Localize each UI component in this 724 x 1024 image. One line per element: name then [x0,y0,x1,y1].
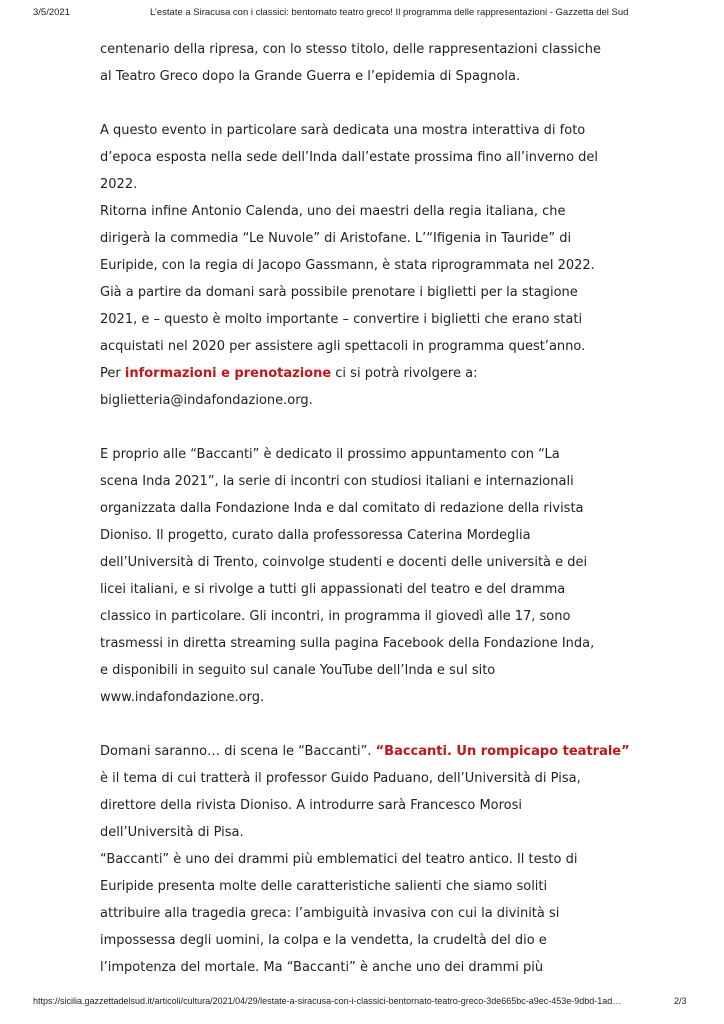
article-line: Già a partire da domani sarà possibile prenotare i biglietti per la stagione [100,285,578,300]
link-prefix-text: Per [100,366,125,381]
article-line: impossessa degli uomini, la colpa e la vendetta, la crudeltà del dio e [100,933,547,948]
article-line: direttore della rivista Dioniso. A introdurre sarà Francesco Morosi [100,798,523,813]
article-line: E proprio alle “Baccanti” è dedicato il prossimo appuntamento con “La [100,447,560,462]
article-line: l’impotenza del mortale. Ma “Baccanti” è anche uno dei drammi più [100,960,544,975]
article-line: Ritorna infine Antonio Calenda, uno dei maestri della regia italiana, che [100,204,566,219]
article-line: classico in particolare. Gli incontri, in programma il giovedì alle 17, sono [100,609,571,624]
article-line: www.indafondazione.org. [100,690,265,705]
info-booking-link[interactable]: informazioni e prenotazione [124,366,332,381]
article-line: è il tema di cui tratterà il professor Guido Paduano, dell’Università di Pisa, [100,771,581,786]
article-line: centenario della ripresa, con lo stesso titolo, delle rappresentazioni classiche [100,42,602,57]
print-header [0,7,724,27]
article-line-with-link [100,360,640,387]
article-line: scena Inda 2021”, la serie di incontri con studiosi italiani e internazionali [100,474,574,489]
article-line: al Teatro Greco dopo la Grande Guerra e l’epidemia di Spagnola. [100,69,521,84]
article-body [100,36,640,981]
link-prefix-text: Domani saranno… di scena le “Baccanti”. [100,744,376,759]
article-line: dirigerà la commedia “Le Nuvole” di Aristofane. L’“Ifigenia in Tauride” di [100,231,572,246]
print-page-title: L’estate a Siracusa con i classici: bentornato teatro greco! Il programma delle rappresentazioni - Gazzetta del Sud [150,7,629,18]
article-line: organizzata dalla Fondazione Inda e dal comitato di redazione della rivista [100,501,584,516]
article-line: 2022. [100,177,138,192]
article-line: Euripide, con la regia di Jacopo Gassmann, è stata riprogrammata nel 2022. [100,258,595,273]
article-line: dell’Università di Trento, coinvolge studenti e docenti delle università e dei [100,555,588,570]
print-date: 3/5/2021 [33,7,70,18]
article-line: d’epoca esposta nella sede dell’Inda dall’estate prossima fino all’inverno del [100,150,599,165]
article-line: “Baccanti” è uno dei drammi più emblematici del teatro antico. Il testo di [100,852,578,867]
article-line: biglietteria@indafondazione.org. [100,393,313,408]
article-line: dell’Università di Pisa. [100,825,244,840]
article-line-with-link [100,738,640,765]
article-line: Euripide presenta molte delle caratteristiche salienti che siamo soliti [100,879,548,894]
article-line: e disponibili in seguito sul canale YouTube dell’Inda e sul sito [100,663,496,678]
article-line: licei italiani, e si rivolge a tutti gli appassionati del teatro e del dramma [100,582,566,597]
article-line: 2021, e – questo è molto importante – convertire i biglietti che erano stati [100,312,583,327]
article-line: trasmessi in diretta streaming sulla pagina Facebook della Fondazione Inda, [100,636,595,651]
page-number: 2/3 [674,996,687,1006]
article-line: attribuire alla tragedia greca: l’ambiguità invasiva con cui la divinità si [100,906,560,921]
article-line: A questo evento in particolare sarà dedicata una mostra interattiva di foto [100,123,586,138]
link-suffix-text: ci si potrà rivolgere a: [331,366,478,381]
article-line: acquistati nel 2020 per assistere agli spettacoli in programma quest’anno. [100,339,586,354]
article-line: Dioniso. Il progetto, curato dalla professoressa Caterina Mordeglia [100,528,531,543]
print-url: https://sicilia.gazzettadelsud.it/articoli/cultura/2021/04/29/lestate-a-siracusa-con-i-classici-bentornato-teatro-greco-3de665bc-a9ec-453e-9dbd-1ad… [33,996,622,1006]
baccanti-event-link[interactable]: “Baccanti. Un rompicapo teatrale” [375,744,630,759]
